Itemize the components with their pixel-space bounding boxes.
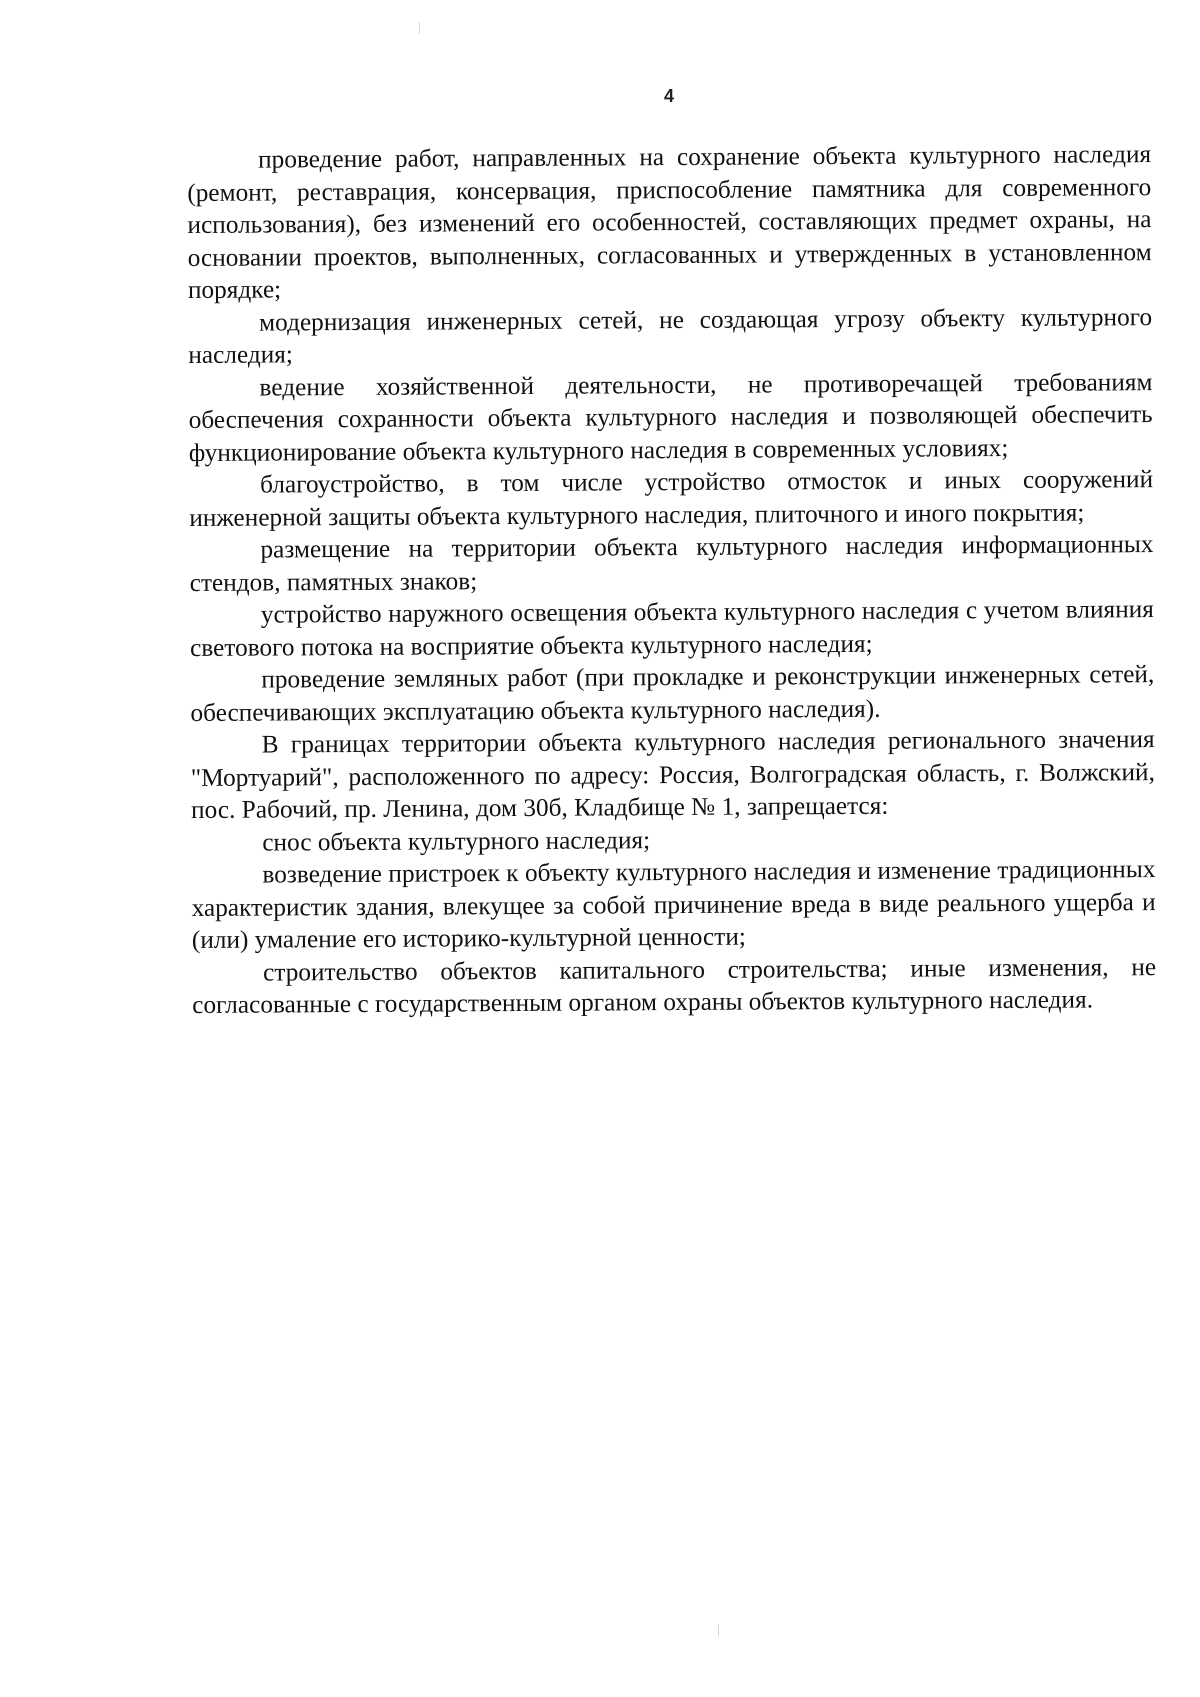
page-number: 4 [663, 86, 674, 106]
scan-artifact [419, 22, 420, 34]
paragraph-engineering-networks: модернизация инженерных сетей, не создающая угрозу объекту культурного наследия; [188, 302, 1153, 369]
paragraph-prohibitions-intro: В границах территории объекта культурного наследия регионального значения "Мортуарий", расположенного по адресу: Россия, Волгоградская область, г. Волжский, пос. Рабочий, пр. Ленина, дом 30б, Кладбище № 1, запрещается: [190, 725, 1155, 824]
paragraph-economic-activity: ведение хозяйственной деятельности, не противоречащей требованиям обеспечения сохранности объекта культурного наследия и позволяющей обеспечить функционирование объекта культурного наследия в современных условиях; [188, 367, 1153, 467]
scan-artifact [718, 1624, 719, 1636]
paragraph-extensions: возведение пристроек к объекту культурного наследия и изменение традиционных характеристик здания, влекущее за собой причинение вреда в виде реального ущерба и (или) умаление его историко-культурной ценности; [191, 855, 1156, 954]
paragraph-landscaping: благоустройство, в том числе устройство отмосток и иных сооружений инженерной защиты объекта культурного наследия, плиточного и иного покрытия; [189, 465, 1154, 532]
paragraph-restoration-works: проведение работ, направленных на сохранение объекта культурного наследия (ремонт, реставрация, консервация, приспособление памятника для современного использования), без изменений его особенностей, составляющих предмет охраны, на основании проектов, выполненных, согласованных и утвержденных в установленном порядке; [187, 140, 1152, 304]
paragraph-outdoor-lighting: устройство наружного освещения объекта культурного наследия с учетом влияния светового потока на восприятие объекта культурного наследия; [189, 595, 1154, 662]
paragraph-information-stands: размещение на территории объекта культурного наследия информационных стендов, памятных знаков; [189, 530, 1154, 597]
paragraph-earthworks: проведение земляных работ (при прокладке и реконструкции инженерных сетей, обеспечивающих эксплуатацию объекта культурного наследия). [190, 660, 1155, 727]
paragraph-demolition: снос объекта культурного наследия; [262, 825, 651, 857]
document-body [187, 138, 1156, 1021]
paragraph-capital-construction: строительство объектов капитального строительства; иные изменения, не согласованные с государственным органом охраны объектов культурного наследия. [192, 952, 1157, 1019]
